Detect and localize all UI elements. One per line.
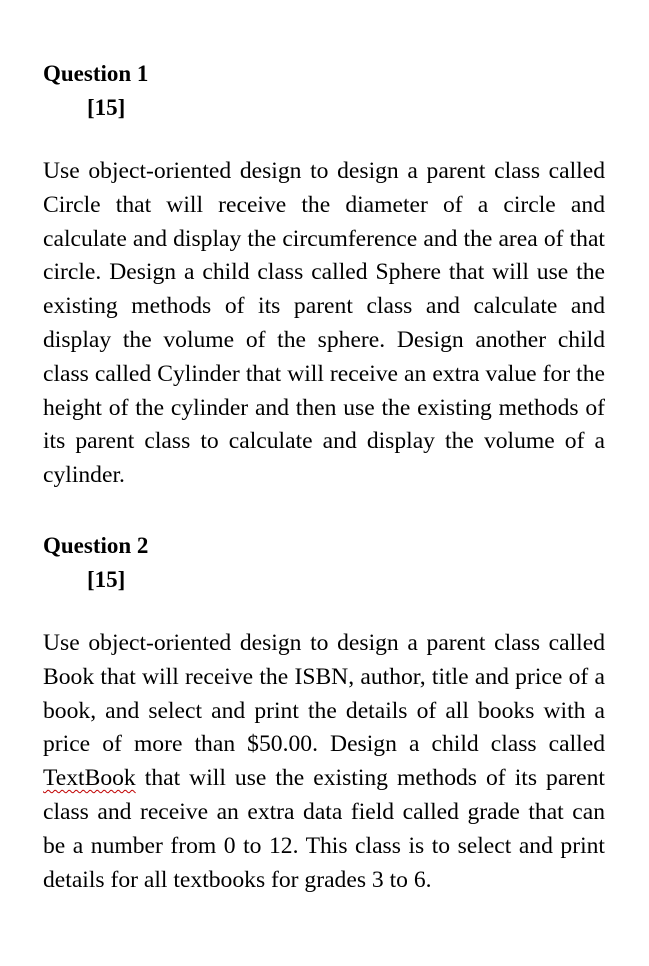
question-1-body: Use object-oriented design to design a parent class called Circle that will receive the diameter of a circle and calculate and display the circumference and the area of that circle. Design a child class called Sphere that will use the existing methods of its parent class and calculate and display the volume of the sphere. Design another child class called Cylinder that will receive an extra value for the height of the cylinder and then use the existing methods of its parent class to calculate and display the volume of a cylinder. [43, 158, 605, 489]
question-2-body-part-2: that will use the existing methods of its parent class and receive an extra data field called grade that can be a number from 0 to 12. This class is to select and print details for all textbooks for grades 3 to 6. [43, 765, 605, 893]
question-2 [43, 531, 605, 897]
question-1 [43, 59, 605, 493]
question-1-marks: [15] [87, 95, 126, 120]
document-page [43, 59, 605, 897]
spellcheck-flagged-word[interactable]: TextBook [43, 765, 136, 792]
question-1-title: Question 1 [43, 61, 149, 86]
question-2-body [43, 627, 605, 897]
question-2-body-part-1: Use object-oriented design to design a parent class called Book that will receive the ISBN, author, title and price of a book, and select and print the details of all books with a price of more than $50.00. Design a child class called [43, 629, 605, 758]
question-2-marks: [15] [87, 566, 126, 592]
question-2-title: Question 2 [43, 532, 149, 558]
